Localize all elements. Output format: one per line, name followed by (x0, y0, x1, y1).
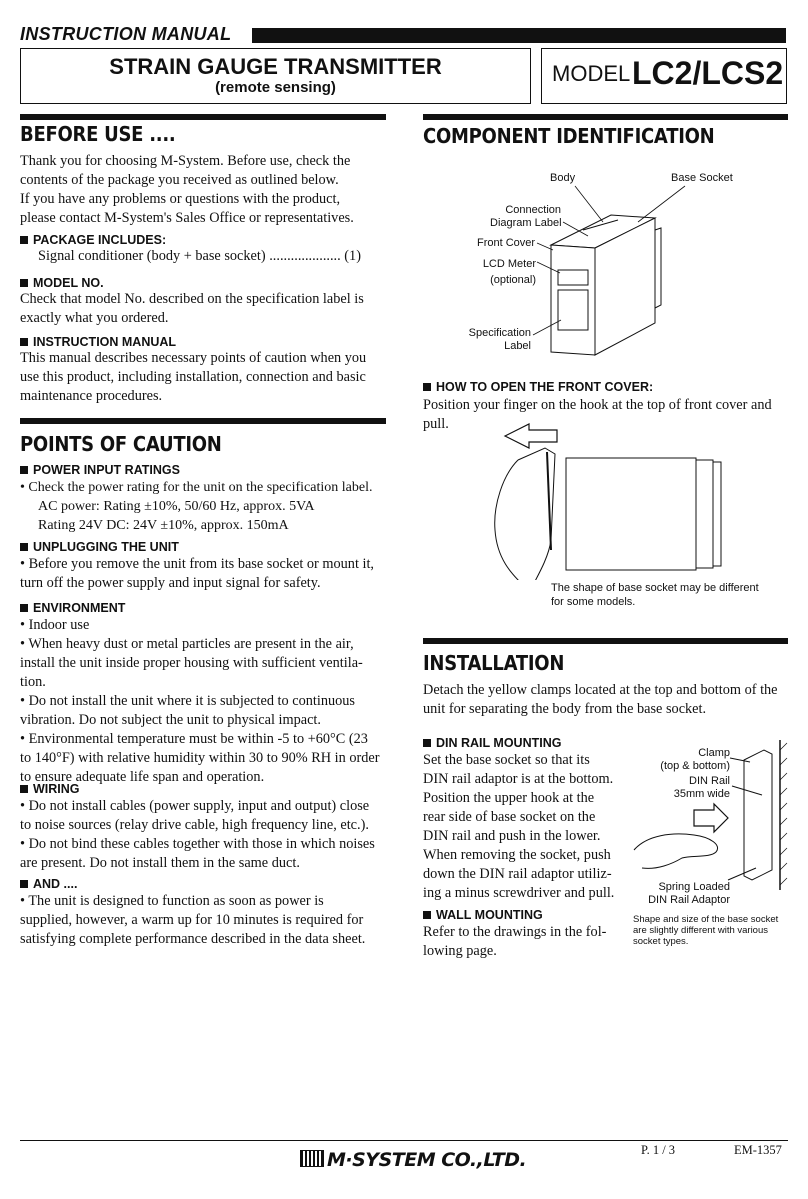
din-heading (423, 736, 561, 750)
and-text (20, 892, 386, 949)
heading-text: WALL MOUNTING (436, 908, 543, 922)
label-base-socket: Base Socket (671, 172, 733, 184)
caution-heading: POINTS OF CAUTION (20, 432, 222, 456)
label-line: Connection (505, 204, 561, 216)
text-line: tion. (20, 674, 46, 690)
heading-text: AND .... (33, 877, 78, 891)
text-line: Set the base socket so that its (423, 752, 590, 768)
arrow-left-icon (505, 424, 557, 448)
din-note (633, 914, 788, 947)
document-subtitle: (remote sensing) (215, 79, 336, 96)
text-line: • Do not install the unit where it is subjected to continuous (20, 693, 355, 709)
bullet-square-icon (20, 279, 28, 287)
environment-heading (20, 601, 125, 615)
heading-text: UNPLUGGING THE UNIT (33, 540, 179, 554)
before-use-intro (20, 152, 386, 228)
heading-text: PACKAGE INCLUDES: (33, 233, 167, 247)
unplug-heading (20, 540, 179, 554)
text-line: turn off the power supply and input signal for safety. (20, 575, 321, 591)
text-line: satisfying complete performance described in the data sheet. (20, 931, 366, 947)
model-no-heading (20, 276, 104, 290)
text-line: Position the upper hook at the (423, 790, 595, 806)
text-line: • Do not bind these cables together with those in which noises (20, 836, 375, 852)
environment-text (20, 616, 386, 787)
instruction-manual-heading (20, 335, 176, 349)
label-line: 35mm wide (673, 788, 730, 800)
label-din-rail (660, 775, 730, 801)
text-line: • Check the power rating for the unit on the specification label. (20, 480, 373, 495)
text-line: This manual describes necessary points of caution when you (20, 350, 367, 366)
note-line: The shape of base socket may be different (551, 582, 759, 594)
bullet-square-icon (423, 383, 431, 391)
text-line: Refer to the drawings in the fol- (423, 924, 607, 940)
section-bar (20, 114, 386, 120)
label-line: (optional) (490, 274, 536, 286)
title-box (20, 48, 531, 104)
base-socket-drawing (713, 462, 721, 566)
text-line: maintenance procedures. (20, 388, 163, 404)
text-line: • Indoor use (20, 617, 90, 633)
label-line: Diagram Label (490, 217, 562, 229)
label-line: DIN Rail Adaptor (648, 894, 730, 906)
text-line: install the unit inside proper housing with sufficient ventila- (20, 655, 363, 671)
heading-text: INSTRUCTION MANUAL (33, 335, 177, 349)
model-code: LC2/LCS2 (632, 55, 784, 91)
bullet-square-icon (20, 466, 28, 474)
unplug-text (20, 555, 386, 593)
before-use-heading: BEFORE USE .... (20, 122, 176, 146)
manual-label: INSTRUCTION MANUAL (20, 24, 232, 44)
model-no-text (20, 290, 386, 328)
text-line: Position your finger on the hook at the top of front cover and (423, 397, 772, 413)
heading-text: POWER INPUT RATINGS (33, 463, 180, 477)
bullet-square-icon (20, 543, 28, 551)
text-line: exactly what you ordered. (20, 310, 169, 326)
wall-text (423, 923, 623, 961)
section-bar (423, 638, 788, 644)
label-line: Spring Loaded (658, 881, 730, 893)
and-heading (20, 877, 77, 891)
section-bar (423, 114, 788, 120)
text-line: pull. (423, 416, 449, 432)
hand-drawing (495, 448, 555, 580)
text-line: • Before you remove the unit from its base socket or mount it, (20, 556, 375, 572)
company-logo (300, 1149, 526, 1171)
package-item (38, 247, 386, 266)
text-line: down the DIN rail adaptor utiliz- (423, 866, 612, 882)
text-line: are present. Do not install them in the same duct. (20, 855, 300, 871)
text-line: • Do not install cables (power supply, input and output) close (20, 798, 370, 814)
heading-text: WIRING (33, 782, 80, 796)
label-line: DIN Rail (689, 775, 730, 787)
text-line: contents of the package you received as outlined below. (20, 172, 339, 188)
wall-heading (423, 908, 543, 922)
text-line: to noise sources (relay drive cable, high frequency line, etc.). (20, 817, 369, 833)
component-heading: COMPONENT IDENTIFICATION (423, 124, 715, 148)
bullet-square-icon (423, 911, 431, 919)
text-line: supplied, however, a warm up for 10 minutes is required for (20, 912, 364, 928)
bullet-square-icon (423, 739, 431, 747)
instruction-manual-text (20, 349, 386, 406)
heading-text: MODEL NO. (33, 276, 104, 290)
wiring-text (20, 797, 386, 873)
package-item-text: Signal conditioner (body + base socket) (38, 248, 266, 264)
bullet-square-icon (20, 338, 28, 346)
label-clamp (660, 747, 730, 773)
label-line: Clamp (698, 747, 730, 759)
label-line: (top & bottom) (660, 760, 730, 772)
text-line: to 140°F) with relative humidity within 30 to 90% RH in order (20, 750, 380, 766)
wall-hatch (780, 743, 787, 885)
text-line: When removing the socket, push (423, 847, 611, 863)
text-line: Check that model No. described on the specification label is (20, 291, 364, 307)
power-heading (20, 463, 180, 477)
text-line: Rating 24V DC: 24V ±10%, approx. 150mA (38, 518, 289, 533)
package-heading (20, 233, 166, 247)
page-number: P. 1 / 3 (641, 1143, 676, 1157)
document-title: STRAIN GAUGE TRANSMITTER (109, 54, 442, 79)
front-cover-edge (547, 452, 551, 550)
text-line: unit for separating the body from the base socket. (423, 701, 707, 717)
open-cover-note (551, 581, 759, 609)
text-line: ing a minus screwdriver and pull. (423, 885, 615, 901)
package-qty: (1) (344, 248, 361, 264)
open-cover-diagram (423, 420, 788, 580)
text-line: • Environmental temperature must be within -5 to +60°C (23 (20, 731, 368, 747)
text-line: Detach the yellow clamps located at the top and bottom of the (423, 682, 778, 698)
header-bar (252, 28, 786, 43)
label-body: Body (550, 172, 576, 184)
heading-text: DIN RAIL MOUNTING (436, 736, 562, 750)
text-line: AC power: Rating ±10%, 50/60 Hz, approx. 5VA (38, 499, 315, 514)
text-line: Thank you for choosing M-System. Before use, check the (20, 153, 351, 169)
wiring-heading (20, 782, 80, 796)
open-cover-heading (423, 380, 653, 394)
text-line: use this product, including installation, connection and basic (20, 369, 366, 385)
company-logo-text: M·SYSTEM CO.,LTD. (327, 1149, 527, 1171)
text-line: to ensure adequate life span and operation. (20, 769, 265, 785)
note-line: Shape and size of the base socket (633, 914, 779, 925)
dot-leader: .................... (269, 248, 341, 264)
unit-body-drawing (551, 215, 661, 355)
section-bar (20, 418, 386, 424)
label-line: Specification (468, 327, 531, 339)
base-socket-drawing (744, 750, 772, 880)
text-line: rear side of base socket on the (423, 809, 596, 825)
text-line: please contact M-System's Sales Office or representatives. (20, 210, 354, 226)
label-line: Label (504, 340, 531, 352)
text-line: • When heavy dust or metal particles are present in the air, (20, 636, 354, 652)
arrow-right-icon (694, 804, 728, 832)
note-line: are slightly different with various (633, 925, 768, 936)
power-text (20, 478, 390, 535)
heading-text: HOW TO OPEN THE FRONT COVER: (436, 380, 654, 394)
model-box (541, 48, 787, 104)
bullet-square-icon (20, 785, 28, 793)
bullet-square-icon (20, 880, 28, 888)
text-line: DIN rail adaptor is at the bottom. (423, 771, 614, 787)
text-line: DIN rail and push in the lower. (423, 828, 601, 844)
installation-text (423, 681, 788, 719)
text-line: • The unit is designed to function as soon as power is (20, 893, 324, 909)
text-line: If you have any problems or questions with the product, (20, 191, 341, 207)
footer-rule (20, 1140, 788, 1141)
label-connection-diagram (490, 204, 561, 230)
company-logo-icon (300, 1150, 324, 1167)
din-text (423, 751, 623, 903)
note-line: for some models. (551, 596, 636, 608)
label-specification (464, 327, 531, 353)
document-number: EM-1357 (734, 1143, 782, 1157)
text-line: vibration. Do not subject the unit to physical impact. (20, 712, 321, 728)
heading-text: ENVIRONMENT (33, 601, 126, 615)
installation-heading: INSTALLATION (423, 651, 565, 675)
label-spring-adaptor (640, 881, 730, 907)
text-line: lowing page. (423, 943, 497, 959)
unit-body-drawing (566, 458, 696, 570)
label-line: LCD Meter (482, 258, 536, 270)
note-line: socket types. (633, 936, 689, 947)
label-lcd-meter (480, 256, 536, 288)
label-front-cover: Front Cover (477, 237, 536, 249)
bullet-square-icon (20, 604, 28, 612)
bullet-square-icon (20, 236, 28, 244)
hand-drawing (634, 834, 718, 868)
model-label: MODEL (552, 61, 631, 86)
